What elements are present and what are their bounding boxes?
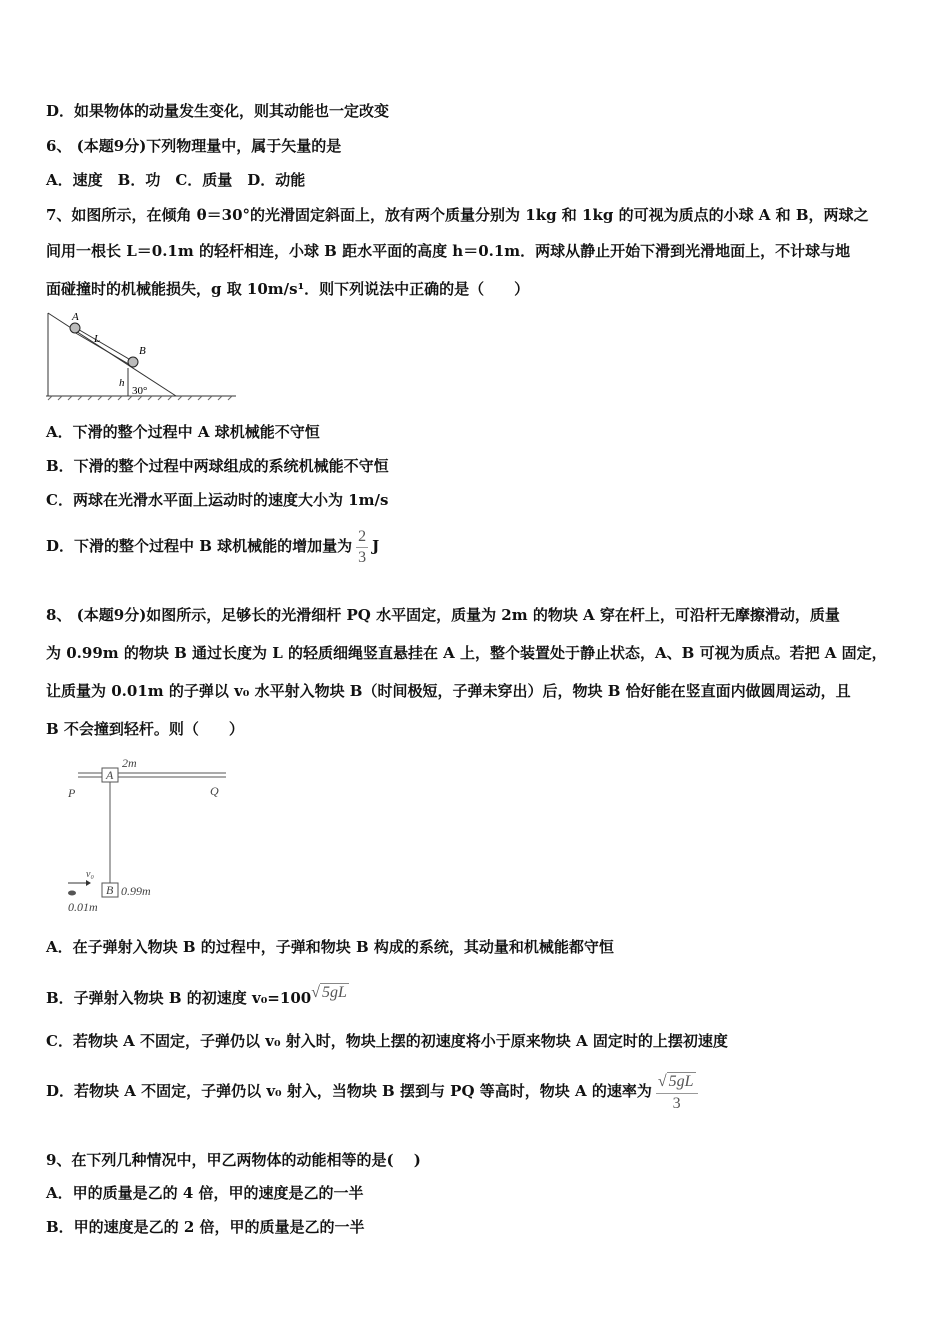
fraction: [356, 527, 368, 568]
q7-stem-line1: 7、如图所示，在倾角 θ＝30°的光滑固定斜面上，放有两个质量分别为 1kg 和 1kg 的可视为质点的小球 A 和 B，两球之: [46, 206, 869, 224]
radicand: 5gL: [668, 1072, 694, 1090]
sqrt-expression: √ 5gL: [311, 984, 347, 1001]
label-q: Q: [210, 784, 219, 798]
q5-option-d: D．如果物体的动量发生变化，则其动能也一定改变: [46, 102, 390, 120]
unit: J: [372, 537, 380, 555]
q8-stem-line4: B 不会撞到轻杆。则（ ）: [46, 720, 244, 738]
denominator: 3: [672, 1094, 681, 1112]
label-a: A: [106, 768, 114, 782]
q8-option-c[interactable]: C．若物块 A 不固定，子弹仍以 v₀ 射入时，物块上摆的初速度将小于原来物块 A 固定时的上摆初速度: [46, 1032, 728, 1050]
q7-incline-figure: [44, 308, 239, 408]
numerator: 2: [356, 527, 368, 548]
q7-option-d-text: D．下滑的整个过程中 B 球机械能的增加量为: [46, 537, 353, 555]
q6-options: A．速度 B．功 C．质量 D．动能: [46, 171, 306, 189]
q8-option-d-text: D．若物块 A 不固定，子弹仍以 v₀ 射入，当物块 B 摆到与 PQ 等高时，物块 A 的速率为: [46, 1082, 652, 1100]
label-b: B: [139, 345, 146, 357]
q9-option-a[interactable]: A．甲的质量是乙的 4 倍，甲的速度是乙的一半: [46, 1184, 364, 1202]
label-001m: 0.01m: [68, 900, 98, 914]
q7-option-c[interactable]: C．两球在光滑水平面上运动时的速度大小为 1m/s: [46, 491, 389, 509]
denominator: 3: [358, 548, 367, 566]
label-v0: v₀: [86, 869, 94, 880]
q7-stem-line3: 面碰撞时的机械能损失，g 取 10m/s¹．则下列说法中正确的是（ ）: [46, 280, 530, 298]
q7-option-a[interactable]: A．下滑的整个过程中 A 球机械能不守恒: [46, 423, 320, 441]
q6-stem: 6、 (本题9分)下列物理量中，属于矢量的是: [46, 137, 342, 155]
q8-stem-line3: 让质量为 0.01m 的子弹以 v₀ 水平射入物块 B（时间极短，子弹未穿出）后，物块 B 恰好能在竖直面内做圆周运动，且: [46, 682, 851, 700]
radicand: 5gL: [321, 984, 347, 1001]
q8-option-b-text: B．子弹射入物块 B 的初速度 v₀=100: [46, 989, 312, 1007]
q8-option-b[interactable]: [46, 980, 349, 1011]
label-2m: 2m: [122, 756, 137, 770]
label-a: A: [72, 311, 79, 323]
q7-stem-line2: 间用一根长 L＝0.1m 的轻杆相连，小球 B 距水平面的高度 h＝0.1m．两球从静止开始下滑到光滑地面上，不计球与地: [46, 242, 851, 260]
fraction: $\frac{√ 5gL}{3}$: [656, 1071, 698, 1114]
label-b: B: [106, 883, 114, 897]
q9-stem: 9、在下列几种情况中，甲乙两物体的动能相等的是( ): [46, 1151, 421, 1169]
q7-option-d[interactable]: [46, 522, 379, 570]
label-l: L: [94, 333, 101, 345]
q9-option-b[interactable]: B．甲的速度是乙的 2 倍，甲的质量是乙的一半: [46, 1218, 365, 1236]
label-099m: 0.99m: [121, 884, 151, 898]
label-p: P: [68, 786, 76, 800]
q8-option-a[interactable]: A．在子弹射入物块 B 的过程中，子弹和物块 B 构成的系统，其动量和机械能都守恒: [46, 938, 614, 956]
label-h: h: [119, 377, 125, 389]
q7-option-b[interactable]: B．下滑的整个过程中两球组成的系统机械能不守恒: [46, 457, 389, 475]
label-angle: 30°: [132, 385, 148, 397]
q8-stem-line1: 8、 (本题9分)如图所示，足够长的光滑细杆 PQ 水平固定，质量为 2m 的物块 A 穿在杆上，可沿杆无摩擦滑动，质量: [46, 606, 840, 624]
q8-option-d[interactable]: [46, 1066, 702, 1116]
q8-pendulum-figure: [60, 755, 240, 920]
q8-stem-line2: 为 0.99m 的物块 B 通过长度为 L 的轻质细绳竖直悬挂在 A 上，整个装置处于静止状态，A、B 可视为质点。若把 A 固定，: [46, 644, 887, 662]
